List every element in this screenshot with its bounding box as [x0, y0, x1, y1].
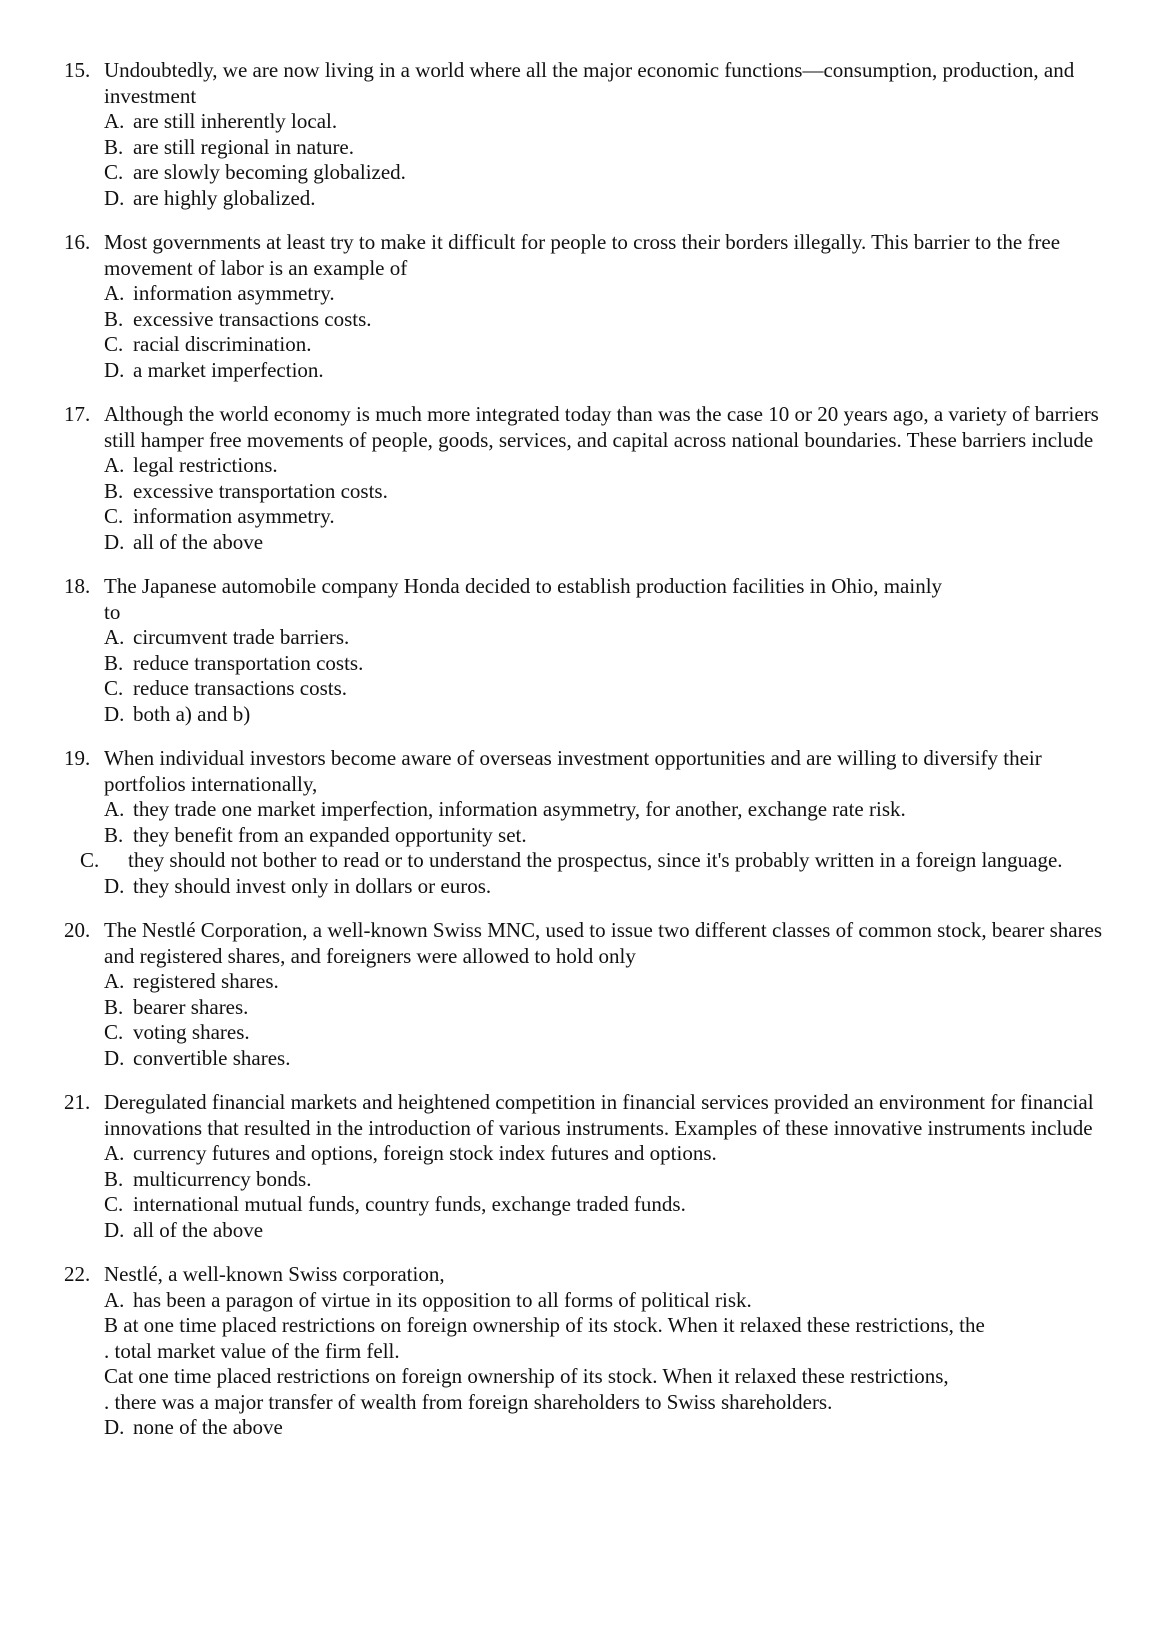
- question-stem: Nestlé, a well-known Swiss corporation,: [104, 1262, 445, 1286]
- option-b: B. bearer shares.: [104, 994, 249, 1019]
- question-21: [64, 1090, 1114, 1243]
- question-number: 22.: [64, 1262, 91, 1286]
- option-c: C. they should not bother to read or to understand the prospectus, since it's probably written in a foreign language.: [80, 848, 1063, 872]
- option-d: D. all of the above: [104, 1217, 264, 1242]
- question-stem-line-1: The Japanese automobile company Honda decided to establish production facilities in Ohio, mainly: [104, 574, 943, 598]
- question-20: [64, 918, 1114, 1071]
- option-c: Cat one time placed restrictions on foreign ownership of its stock. When it relaxed these restrictions,: [104, 1364, 949, 1388]
- option-c: C. reduce transactions costs.: [104, 676, 348, 700]
- question-19: [64, 746, 1114, 899]
- option-c: C. international mutual funds, country funds, exchange traded funds.: [104, 1192, 686, 1216]
- option-b: B. excessive transactions costs.: [104, 306, 372, 331]
- question-number: 18.: [64, 574, 91, 598]
- option-c-continuation: . there was a major transfer of wealth from foreign shareholders to Swiss shareholders.: [104, 1389, 833, 1414]
- option-b: B. reduce transportation costs.: [104, 650, 364, 675]
- option-d: D. they should invest only in dollars or euros.: [104, 873, 492, 898]
- question-17: [64, 402, 1114, 555]
- question-number: 20.: [64, 918, 91, 942]
- option-a: A. information asymmetry.: [104, 281, 335, 305]
- option-a: A. currency futures and options, foreign stock index futures and options.: [104, 1141, 717, 1165]
- option-a: A. they trade one market imperfection, information asymmetry, for another, exchange rate risk.: [104, 797, 906, 821]
- option-d: D. all of the above: [104, 529, 264, 554]
- option-d: D. are highly globalized.: [104, 185, 316, 210]
- option-b-continuation: . total market value of the firm fell.: [104, 1338, 400, 1363]
- option-a: A. has been a paragon of virtue in its opposition to all forms of political risk.: [104, 1287, 752, 1312]
- document-page: [64, 58, 1114, 1460]
- option-d: D. none of the above: [104, 1415, 283, 1439]
- question-stem: Most governments at least try to make it difficult for people to cross their borders illegally. This barrier to the free movement of labor is an example of: [104, 230, 1061, 280]
- option-c: C. voting shares.: [104, 1020, 250, 1044]
- question-number: 17.: [64, 402, 91, 426]
- option-b: B. multicurrency bonds.: [104, 1166, 312, 1191]
- question-number: 21.: [64, 1090, 91, 1114]
- option-a: A. are still inherently local.: [104, 109, 338, 133]
- option-d: D. both a) and b): [104, 701, 251, 726]
- option-a: A. registered shares.: [104, 969, 279, 993]
- question-number: 15.: [64, 58, 91, 82]
- question-stem: Although the world economy is much more integrated today than was the case 10 or 20 years ago, a variety of barriers still hamper free movements of people, goods, services, and capital across national boundaries. These barriers include: [104, 402, 1099, 452]
- question-16: [64, 230, 1114, 383]
- question-stem: Deregulated financial markets and heightened competition in financial services provided an environment for financial innovations that resulted in the introduction of various instruments. Examples of these innovative instruments include: [104, 1090, 1094, 1140]
- question-stem: The Nestlé Corporation, a well-known Swiss MNC, used to issue two different classes of common stock, bearer shares and registered shares, and foreigners were allowed to hold only: [104, 918, 1103, 968]
- question-stem: Undoubtedly, we are now living in a world where all the major economic functions—consumption, production, and investment: [104, 58, 1075, 108]
- option-b: B. are still regional in nature.: [104, 134, 355, 159]
- question-18: [64, 574, 1114, 727]
- option-a: A. circumvent trade barriers.: [104, 625, 350, 649]
- option-c: C. information asymmetry.: [104, 504, 335, 528]
- question-15: [64, 58, 1114, 211]
- option-b: B. they benefit from an expanded opportunity set.: [104, 822, 527, 847]
- option-b: B at one time placed restrictions on foreign ownership of its stock. When it relaxed these restrictions, the: [104, 1313, 985, 1337]
- question-stem: When individual investors become aware of overseas investment opportunities and are willing to diversify their portfolios internationally,: [104, 746, 1042, 796]
- option-c: C. are slowly becoming globalized.: [104, 160, 406, 184]
- question-number: 16.: [64, 230, 91, 254]
- question-stem-line-2: to: [104, 599, 121, 624]
- question-number: 19.: [64, 746, 91, 770]
- question-22: [64, 1262, 1114, 1441]
- option-d: D. convertible shares.: [104, 1045, 291, 1070]
- option-b: B. excessive transportation costs.: [104, 478, 388, 503]
- option-c: C. racial discrimination.: [104, 332, 312, 356]
- option-a: A. legal restrictions.: [104, 453, 278, 477]
- option-d: D. a market imperfection.: [104, 357, 324, 382]
